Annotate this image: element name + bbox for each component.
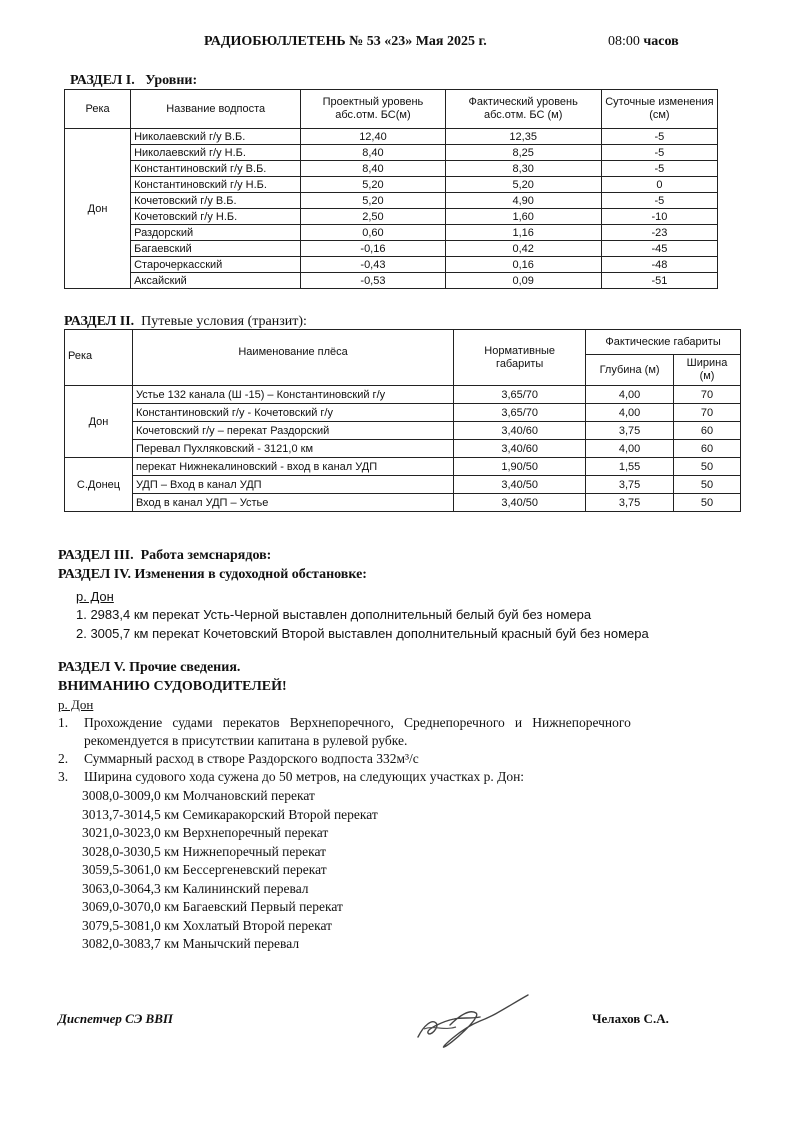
bulletin-title: РАДИОБЮЛЛЕТЕНЬ № 53 «23» Мая 2025 г. <box>204 34 487 49</box>
reach-name: УДП – Вход в канал УДП <box>132 476 453 494</box>
station-name: Багаевский <box>131 241 301 257</box>
actual-depth: 3,75 <box>586 476 674 494</box>
attention-heading: ВНИМАНИЮ СУДОВОДИТЕЛЕЙ! <box>58 679 287 694</box>
actual-level: 0,16 <box>445 257 601 273</box>
levels-row <box>65 177 718 193</box>
col-width: Ширина (м) <box>674 355 741 386</box>
section1-heading: РАЗДЕЛ I. Уровни: <box>70 73 198 88</box>
normative-size: 3,65/70 <box>454 404 586 422</box>
col-river: Река <box>65 330 133 386</box>
levels-header-row <box>65 90 718 129</box>
daily-change: -51 <box>601 273 717 289</box>
station-name: Аксайский <box>131 273 301 289</box>
levels-row <box>65 193 718 209</box>
narrowed-sites-list <box>82 787 782 954</box>
actual-width: 50 <box>674 494 741 512</box>
actual-depth: 4,00 <box>586 440 674 458</box>
reach-name: Перевал Пухляковский - 3121,0 км <box>132 440 453 458</box>
station-name: Кочетовский г/у Н.Б. <box>131 209 301 225</box>
normative-size: 3,40/50 <box>454 476 586 494</box>
actual-width: 70 <box>674 404 741 422</box>
narrowed-site-item: 3008,0-3009,0 км Молчановский перекат <box>82 788 315 803</box>
actual-level: 0,42 <box>445 241 601 257</box>
transit-row <box>65 458 741 476</box>
daily-change: -5 <box>601 193 717 209</box>
transit-row <box>65 422 741 440</box>
daily-change: -5 <box>601 129 717 145</box>
actual-depth: 3,75 <box>586 494 674 512</box>
section5-item-1: 1. Прохождение судами перекатов Верхнепоречного, Среднепоречного и Нижнепоречного рекомендуется в присутствии капитана в рулевой рубке. <box>58 715 631 748</box>
actual-level: 8,30 <box>445 161 601 177</box>
station-name: Константиновский г/у В.Б. <box>131 161 301 177</box>
normative-size: 1,90/50 <box>454 458 586 476</box>
signature-icon <box>410 985 540 1055</box>
bulletin-time: 08:00 часов <box>608 34 679 49</box>
river-cell: Дон <box>65 129 131 289</box>
daily-change: 0 <box>601 177 717 193</box>
section5-list <box>58 715 758 954</box>
design-level: 0,60 <box>301 225 445 241</box>
normative-size: 3,65/70 <box>454 386 586 404</box>
actual-depth: 1,55 <box>586 458 674 476</box>
levels-row <box>65 257 718 273</box>
narrowed-site-item: 3079,5-3081,0 км Хохлатый Второй перекат <box>82 917 333 933</box>
col-normative: Нормативные габариты <box>454 330 586 386</box>
actual-width: 60 <box>674 440 741 458</box>
transit-row <box>65 476 741 494</box>
narrowed-site-item: 3082,0-3083,7 км Манычский перевал <box>82 936 300 951</box>
levels-row <box>65 145 718 161</box>
design-level: 8,40 <box>301 161 445 177</box>
col-actual: Фактические габариты <box>586 330 741 355</box>
actual-width: 70 <box>674 386 741 404</box>
actual-depth: 3,75 <box>586 422 674 440</box>
design-level: 8,40 <box>301 145 445 161</box>
station-name: Николаевский г/у В.Б. <box>131 129 301 145</box>
reach-name: Кочетовский г/у – перекат Раздорский <box>132 422 453 440</box>
dispatcher-label: Диспетчер СЭ ВВП <box>58 1011 174 1026</box>
station-name: Николаевский г/у Н.Б. <box>131 145 301 161</box>
col-actual-level: Фактический уровень абс.отм. БС (м) <box>445 90 601 129</box>
col-design-level: Проектный уровень абс.отм. БС(м) <box>301 90 445 129</box>
daily-change: -5 <box>601 161 717 177</box>
station-name: Старочеркасский <box>131 257 301 273</box>
normative-size: 3,40/60 <box>454 422 586 440</box>
transit-row <box>65 386 741 404</box>
transit-table <box>64 329 741 512</box>
col-station: Название водпоста <box>131 90 301 129</box>
levels-table <box>64 89 718 289</box>
section2-heading: РАЗДЕЛ II. Путевые условия (транзит): <box>64 314 307 329</box>
station-name: Константиновский г/у Н.Б. <box>131 177 301 193</box>
design-level: 12,40 <box>301 129 445 145</box>
daily-change: -10 <box>601 209 717 225</box>
design-level: 5,20 <box>301 177 445 193</box>
actual-width: 50 <box>674 458 741 476</box>
section4-river: р. Дон <box>76 589 114 604</box>
col-reach: Наименование плёса <box>132 330 453 386</box>
reach-name: Устье 132 канала (Ш -15) – Константиновский г/у <box>132 386 453 404</box>
narrowed-site-item: 3059,5-3061,0 км Бессергеневский перекат <box>82 862 327 877</box>
station-name: Раздорский <box>131 225 301 241</box>
daily-change: -5 <box>601 145 717 161</box>
section4-item-2: 2. 3005,7 км перекат Кочетовский Второй выставлен дополнительный красный буй без номера <box>76 626 649 641</box>
design-level: 5,20 <box>301 193 445 209</box>
narrowed-site-item: 3021,0-3023,0 км Верхнепоречный перекат <box>82 825 329 840</box>
section5-river: р. Дон <box>58 697 94 712</box>
river-cell: Дон <box>65 386 133 458</box>
col-depth: Глубина (м) <box>586 355 674 386</box>
daily-change: -23 <box>601 225 717 241</box>
actual-level: 0,09 <box>445 273 601 289</box>
design-level: -0,16 <box>301 241 445 257</box>
actual-level: 4,90 <box>445 193 601 209</box>
section5-heading: РАЗДЕЛ V. Прочие сведения. <box>58 660 241 675</box>
design-level: 2,50 <box>301 209 445 225</box>
narrowed-site-item: 3013,7-3014,5 км Семикаракорский Второй перекат <box>82 806 378 822</box>
transit-header-row-1 <box>65 330 741 355</box>
reach-name: Вход в канал УДП – Устье <box>132 494 453 512</box>
actual-width: 60 <box>674 422 741 440</box>
narrowed-site-item: 3063,0-3064,3 км Калининский перевал <box>82 880 309 896</box>
narrowed-site-item: 3028,0-3030,5 км Нижнепоречный перекат <box>82 843 327 859</box>
transit-row <box>65 440 741 458</box>
actual-level: 1,16 <box>445 225 601 241</box>
design-level: -0,53 <box>301 273 445 289</box>
station-name: Кочетовский г/у В.Б. <box>131 193 301 209</box>
narrowed-site-item: 3069,0-3070,0 км Багаевский Первый перекат <box>82 899 343 914</box>
actual-depth: 4,00 <box>586 404 674 422</box>
actual-level: 1,60 <box>445 209 601 225</box>
actual-level: 5,20 <box>445 177 601 193</box>
col-river: Река <box>65 90 131 129</box>
river-cell: С.Донец <box>65 458 133 512</box>
daily-change: -45 <box>601 241 717 257</box>
section5-item-2: 2. Суммарный расход в створе Раздорского водпоста 332м³/с <box>58 751 419 766</box>
section5-item-3: 3. Ширина судового хода сужена до 50 метров, на следующих участках р. Дон: <box>58 769 525 784</box>
reach-name: Константиновский г/у - Кочетовский г/у <box>132 404 453 422</box>
daily-change: -48 <box>601 257 717 273</box>
levels-row <box>65 225 718 241</box>
section4-heading: РАЗДЕЛ IV. Изменения в судоходной обстановке: <box>58 567 367 582</box>
section3-heading: РАЗДЕЛ III. Работа земснарядов: <box>58 548 272 563</box>
levels-row <box>65 273 718 289</box>
actual-width: 50 <box>674 476 741 494</box>
normative-size: 3,40/50 <box>454 494 586 512</box>
actual-depth: 4,00 <box>586 386 674 404</box>
transit-row <box>65 494 741 512</box>
transit-row <box>65 404 741 422</box>
actual-level: 8,25 <box>445 145 601 161</box>
design-level: -0,43 <box>301 257 445 273</box>
actual-level: 12,35 <box>445 129 601 145</box>
reach-name: перекат Нижнекалиновский - вход в канал УДП <box>132 458 453 476</box>
dispatcher-name: Челахов С.А. <box>592 1011 669 1026</box>
levels-row <box>65 209 718 225</box>
normative-size: 3,40/60 <box>454 440 586 458</box>
levels-row <box>65 129 718 145</box>
levels-row <box>65 241 718 257</box>
section4-item-1: 1. 2983,4 км перекат Усть-Черной выставлен дополнительный белый буй без номера <box>76 607 592 622</box>
levels-row <box>65 161 718 177</box>
col-daily-change: Суточные изменения (см) <box>601 90 717 129</box>
